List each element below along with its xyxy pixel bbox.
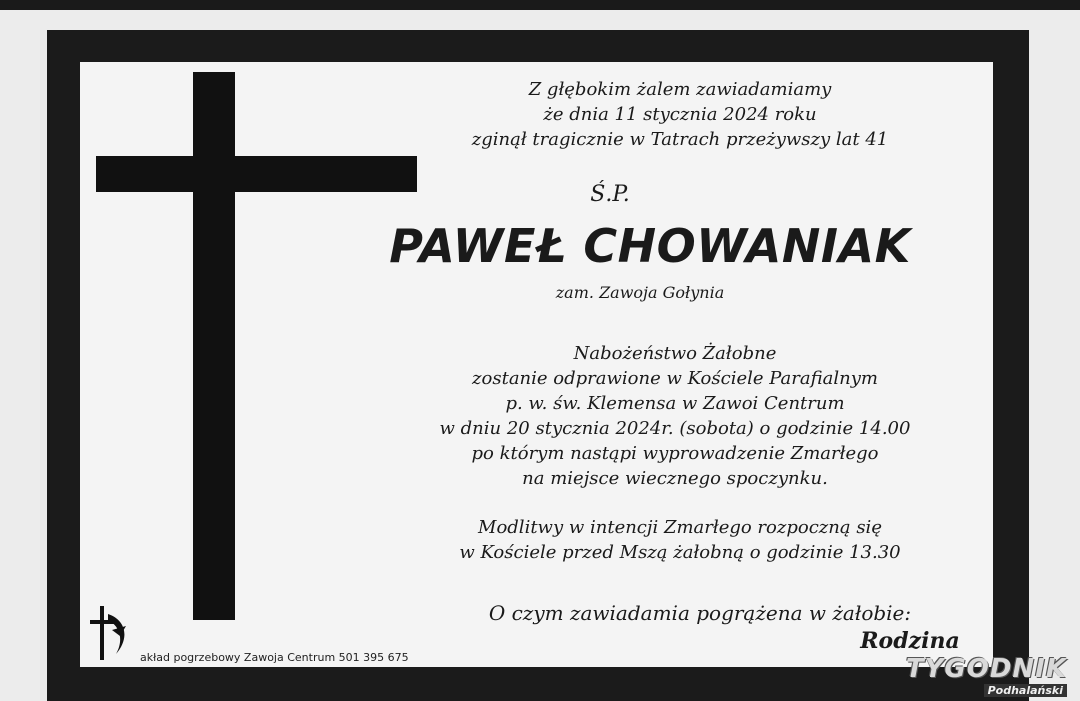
intro-line: zginął tragicznie w Tatrach przeżywszy lat 41 [471, 129, 889, 150]
watermark [895, 654, 1075, 698]
watermark-subtitle: Podhalański [984, 684, 1067, 697]
prayers-details [420, 515, 940, 565]
prayers-line: Modlitwy w intencji Zmarłego rozpoczną się [478, 517, 882, 538]
sp-label: Ś.P. [590, 182, 630, 207]
funeral-service-details [400, 341, 950, 491]
service-line: po którym nastąpi wyprowadzenie Zmarłego [471, 443, 879, 464]
family-signature: Rodzina [860, 628, 960, 654]
funeral-home-logo-icon [86, 602, 142, 664]
service-line: na miejsce wiecznego spoczynku. [522, 468, 828, 489]
intro-announcement [420, 77, 940, 152]
prayers-line: w Kościele przed Mszą żałobną o godzinie 13.30 [459, 542, 901, 563]
service-line: w dniu 20 stycznia 2024r. (sobota) o godzinie 14.00 [439, 418, 911, 439]
service-line: p. w. św. Klemensa w Zawoi Centrum [505, 393, 845, 414]
cross-icon-horizontal-bar [96, 156, 417, 192]
service-line: Nabożeństwo Żałobne [573, 343, 777, 364]
intro-line: że dnia 11 stycznia 2024 roku [543, 104, 817, 125]
intro-line: Z głębokim żalem zawiadamiamy [528, 79, 832, 100]
cross-icon-vertical-bar [193, 72, 235, 620]
watermark-title: TYGODNIK [905, 654, 1067, 684]
deceased-name: PAWEŁ CHOWANIAK [389, 219, 911, 273]
top-border-strip [0, 0, 1080, 10]
closing-line: O czym zawiadamia pogrążena w żałobie: [488, 601, 912, 625]
residence-line: zam. Zawoja Gołynia [555, 283, 725, 302]
service-line: zostanie odprawione w Kościele Parafialnym [472, 368, 878, 389]
funeral-home-contact: akład pogrzebowy Zawoja Centrum 501 395 675 [140, 651, 409, 664]
